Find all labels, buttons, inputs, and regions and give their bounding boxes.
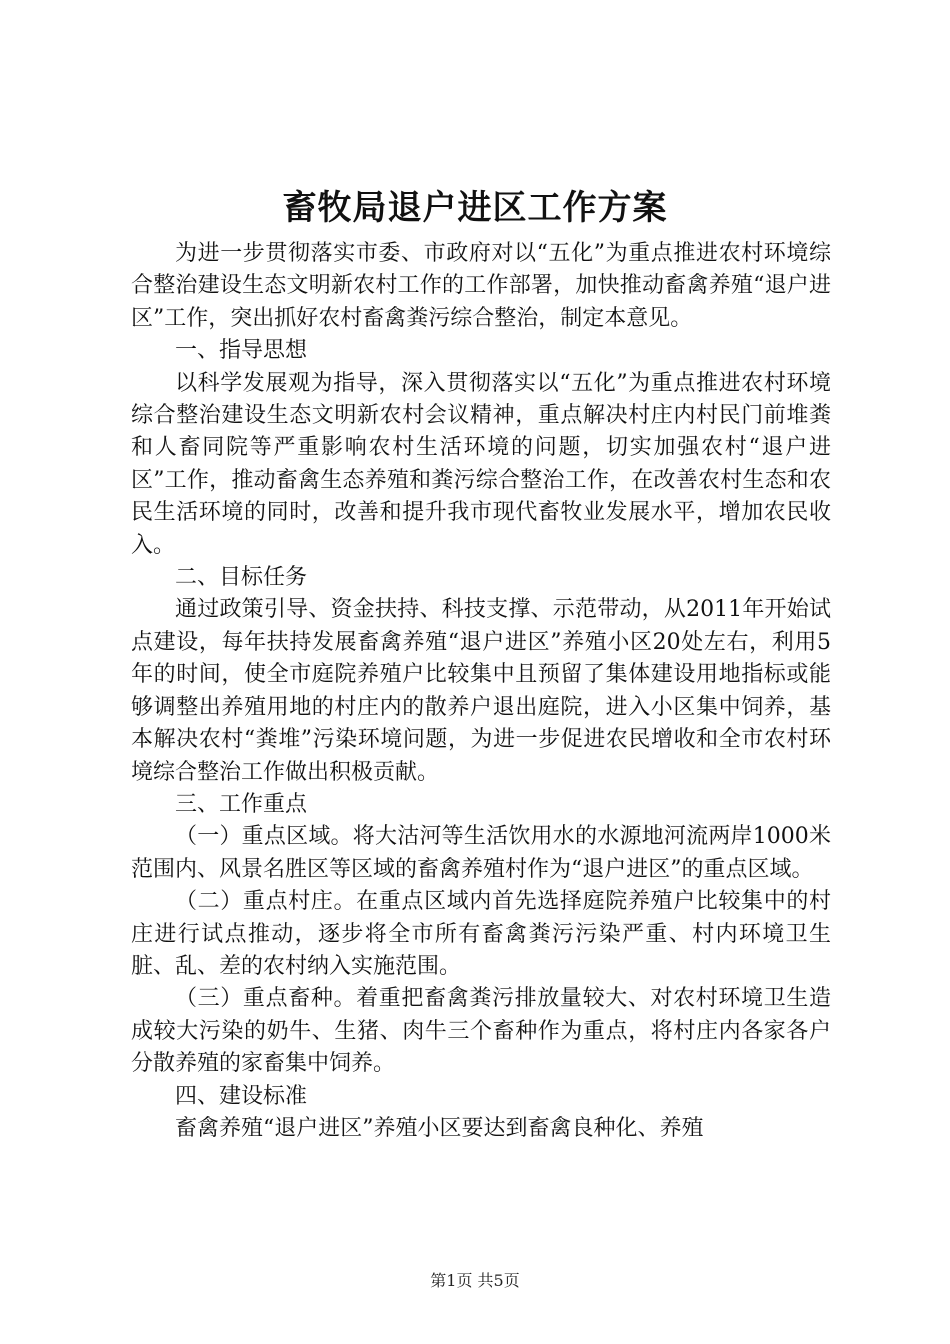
section-heading-guiding-ideology: 一、指导思想 <box>175 338 308 364</box>
section-heading-goals: 二、目标任务 <box>175 565 308 591</box>
section-heading-construction-standards: 四、建设标准 <box>175 1083 308 1109</box>
page-footer: 第1页 共5页 <box>430 1271 520 1290</box>
intro-paragraph: 为进一步贯彻落实市委、市政府对以“五化”为重点推进农村环境综合整治建设生态文明新农村工作的工作部署，加快推动畜禽养殖“退户进区”工作，突出抓好农村畜禽粪污综合整治，制定本意见。 <box>131 241 831 331</box>
work-focus-key-villages: （二）重点村庄。在重点区域内首先选择庭院养殖户比较集中的村庄进行试点推动，逐步将全市所有畜禽粪污污染严重、村内环境卫生脏、乱、差的农村纳入实施范围。 <box>131 889 831 979</box>
work-focus-key-areas: （一）重点区域。将大沽河等生活饮用水的水源地河流两岸1000米范围内、风景名胜区等区域的畜禽养殖村作为“退户进区”的重点区域。 <box>131 824 831 882</box>
construction-standards-paragraph: 畜禽养殖“退户进区”养殖小区要达到畜禽良种化、养殖 <box>175 1115 704 1141</box>
document-body <box>131 238 831 1145</box>
work-focus-key-livestock: （三）重点畜种。着重把畜禽粪污排放量较大、对农村环境卫生造成较大污染的奶牛、生猪、肉牛三个畜种作为重点，将村庄内各家各户分散养殖的家畜集中饲养。 <box>131 986 831 1077</box>
goals-paragraph: 通过政策引导、资金扶持、科技支撑、示范带动，从2011年开始试点建设，每年扶持发展畜禽养殖“退户进区”养殖小区20处左右，利用5年的时间，使全市庭院养殖户比较集中且预留了集体建设用地指标或能够调整出养殖用地的村庄内的散养户退出庭院，进入小区集中饲养，基本解决农村“粪堆”污染环境问题，为进一步促进农民增收和全市农村环境综合整治工作做出积极贡献。 <box>131 597 831 785</box>
guiding-ideology-paragraph: 以科学发展观为指导，深入贯彻落实以“五化”为重点推进农村环境综合整治建设生态文明新农村会议精神，重点解决村庄内村民门前堆粪和人畜同院等严重影响农村生活环境的问题，切实加强农村“退户进区”工作，推动畜禽生态养殖和粪污综合整治工作，在改善农村生态和农民生活环境的同时，改善和提升我市现代畜牧业发展水平，增加农民收入。 <box>131 370 831 558</box>
document-title: 畜牧局退户进区工作方案 <box>282 188 668 228</box>
section-heading-work-focus: 三、工作重点 <box>175 791 308 817</box>
